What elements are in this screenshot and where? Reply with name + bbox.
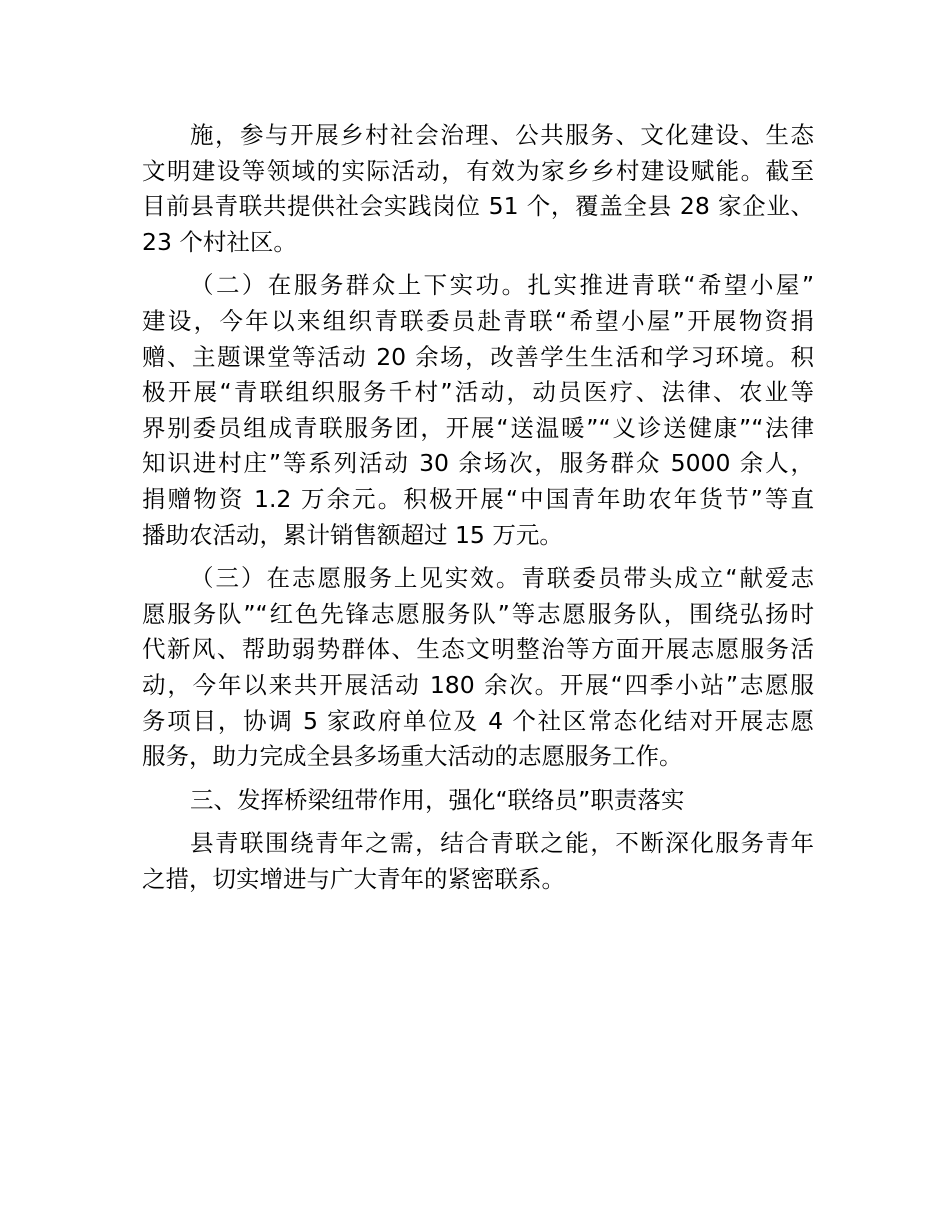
text-line: 播助农活动，累计销售额超过 15 万元。 — [142, 520, 563, 549]
text-line: 代新风、帮助弱势群体、生态文明整治等方面开展志愿服务活 — [142, 635, 814, 664]
text-line: 县青联围绕青年之需，结合青联之能，不断深化服务青年 — [190, 829, 814, 858]
text-line: 赠、主题课堂等活动 20 余场，改善学生生活和学习环境。积 — [142, 342, 814, 371]
paragraph-youth-needs — [142, 826, 814, 897]
text-line: （三）在志愿服务上见实效。青联委员带头成立“献爱志 — [190, 564, 814, 593]
text-line: 之措，切实增进与广大青年的紧密联系。 — [142, 864, 565, 893]
text-line: 施，参与开展乡村社会治理、公共服务、文化建设、生态 — [190, 121, 814, 149]
section-heading-bridge-role — [142, 783, 814, 819]
text-line: 极开展“青联组织服务千村”活动，动员医疗、法律、农业等 — [142, 378, 814, 407]
text-line: （二）在服务群众上下实功。扎实推进青联“希望小屋” — [190, 271, 814, 300]
text-line: 务项目，协调 5 家政府单位及 4 个社区常态化结对开展志愿 — [142, 706, 814, 735]
text-line: 知识进村庄”等系列活动 30 余场次，服务群众 5000 余人， — [142, 449, 814, 478]
text-line: 文明建设等领域的实际活动，有效为家乡乡村建设赋能。截至 — [142, 156, 814, 185]
text-line: 愿服务队”“红色先锋志愿服务队”等志愿服务队，围绕弘扬时 — [142, 599, 814, 628]
text-line: 界别委员组成青联服务团，开展“送温暖”“义诊送健康”“法律 — [142, 413, 814, 442]
text-line: 目前县青联共提供社会实践岗位 51 个，覆盖全县 28 家企业、 — [142, 192, 814, 221]
paragraph-serving-masses — [142, 268, 814, 553]
text-line: 服务，助力完成全县多场重大活动的志愿服务工作。 — [142, 742, 683, 771]
text-line: 23 个村社区。 — [142, 227, 297, 256]
text-line: 建设，今年以来组织青联委员赴青联“希望小屋”开展物资捐 — [142, 306, 814, 335]
text-line: 捐赠物资 1.2 万余元。积极开展“中国青年助农年货节”等直 — [142, 484, 814, 513]
paragraph-volunteer-service — [142, 561, 814, 775]
paragraph-community-practice — [142, 118, 814, 260]
heading-line: 三、发挥桥梁纽带作用，强化“联络员”职责落实 — [190, 785, 685, 814]
document-body — [142, 118, 814, 905]
text-line: 动，今年以来共开展活动 180 余次。开展“四季小站”志愿服 — [142, 670, 814, 699]
